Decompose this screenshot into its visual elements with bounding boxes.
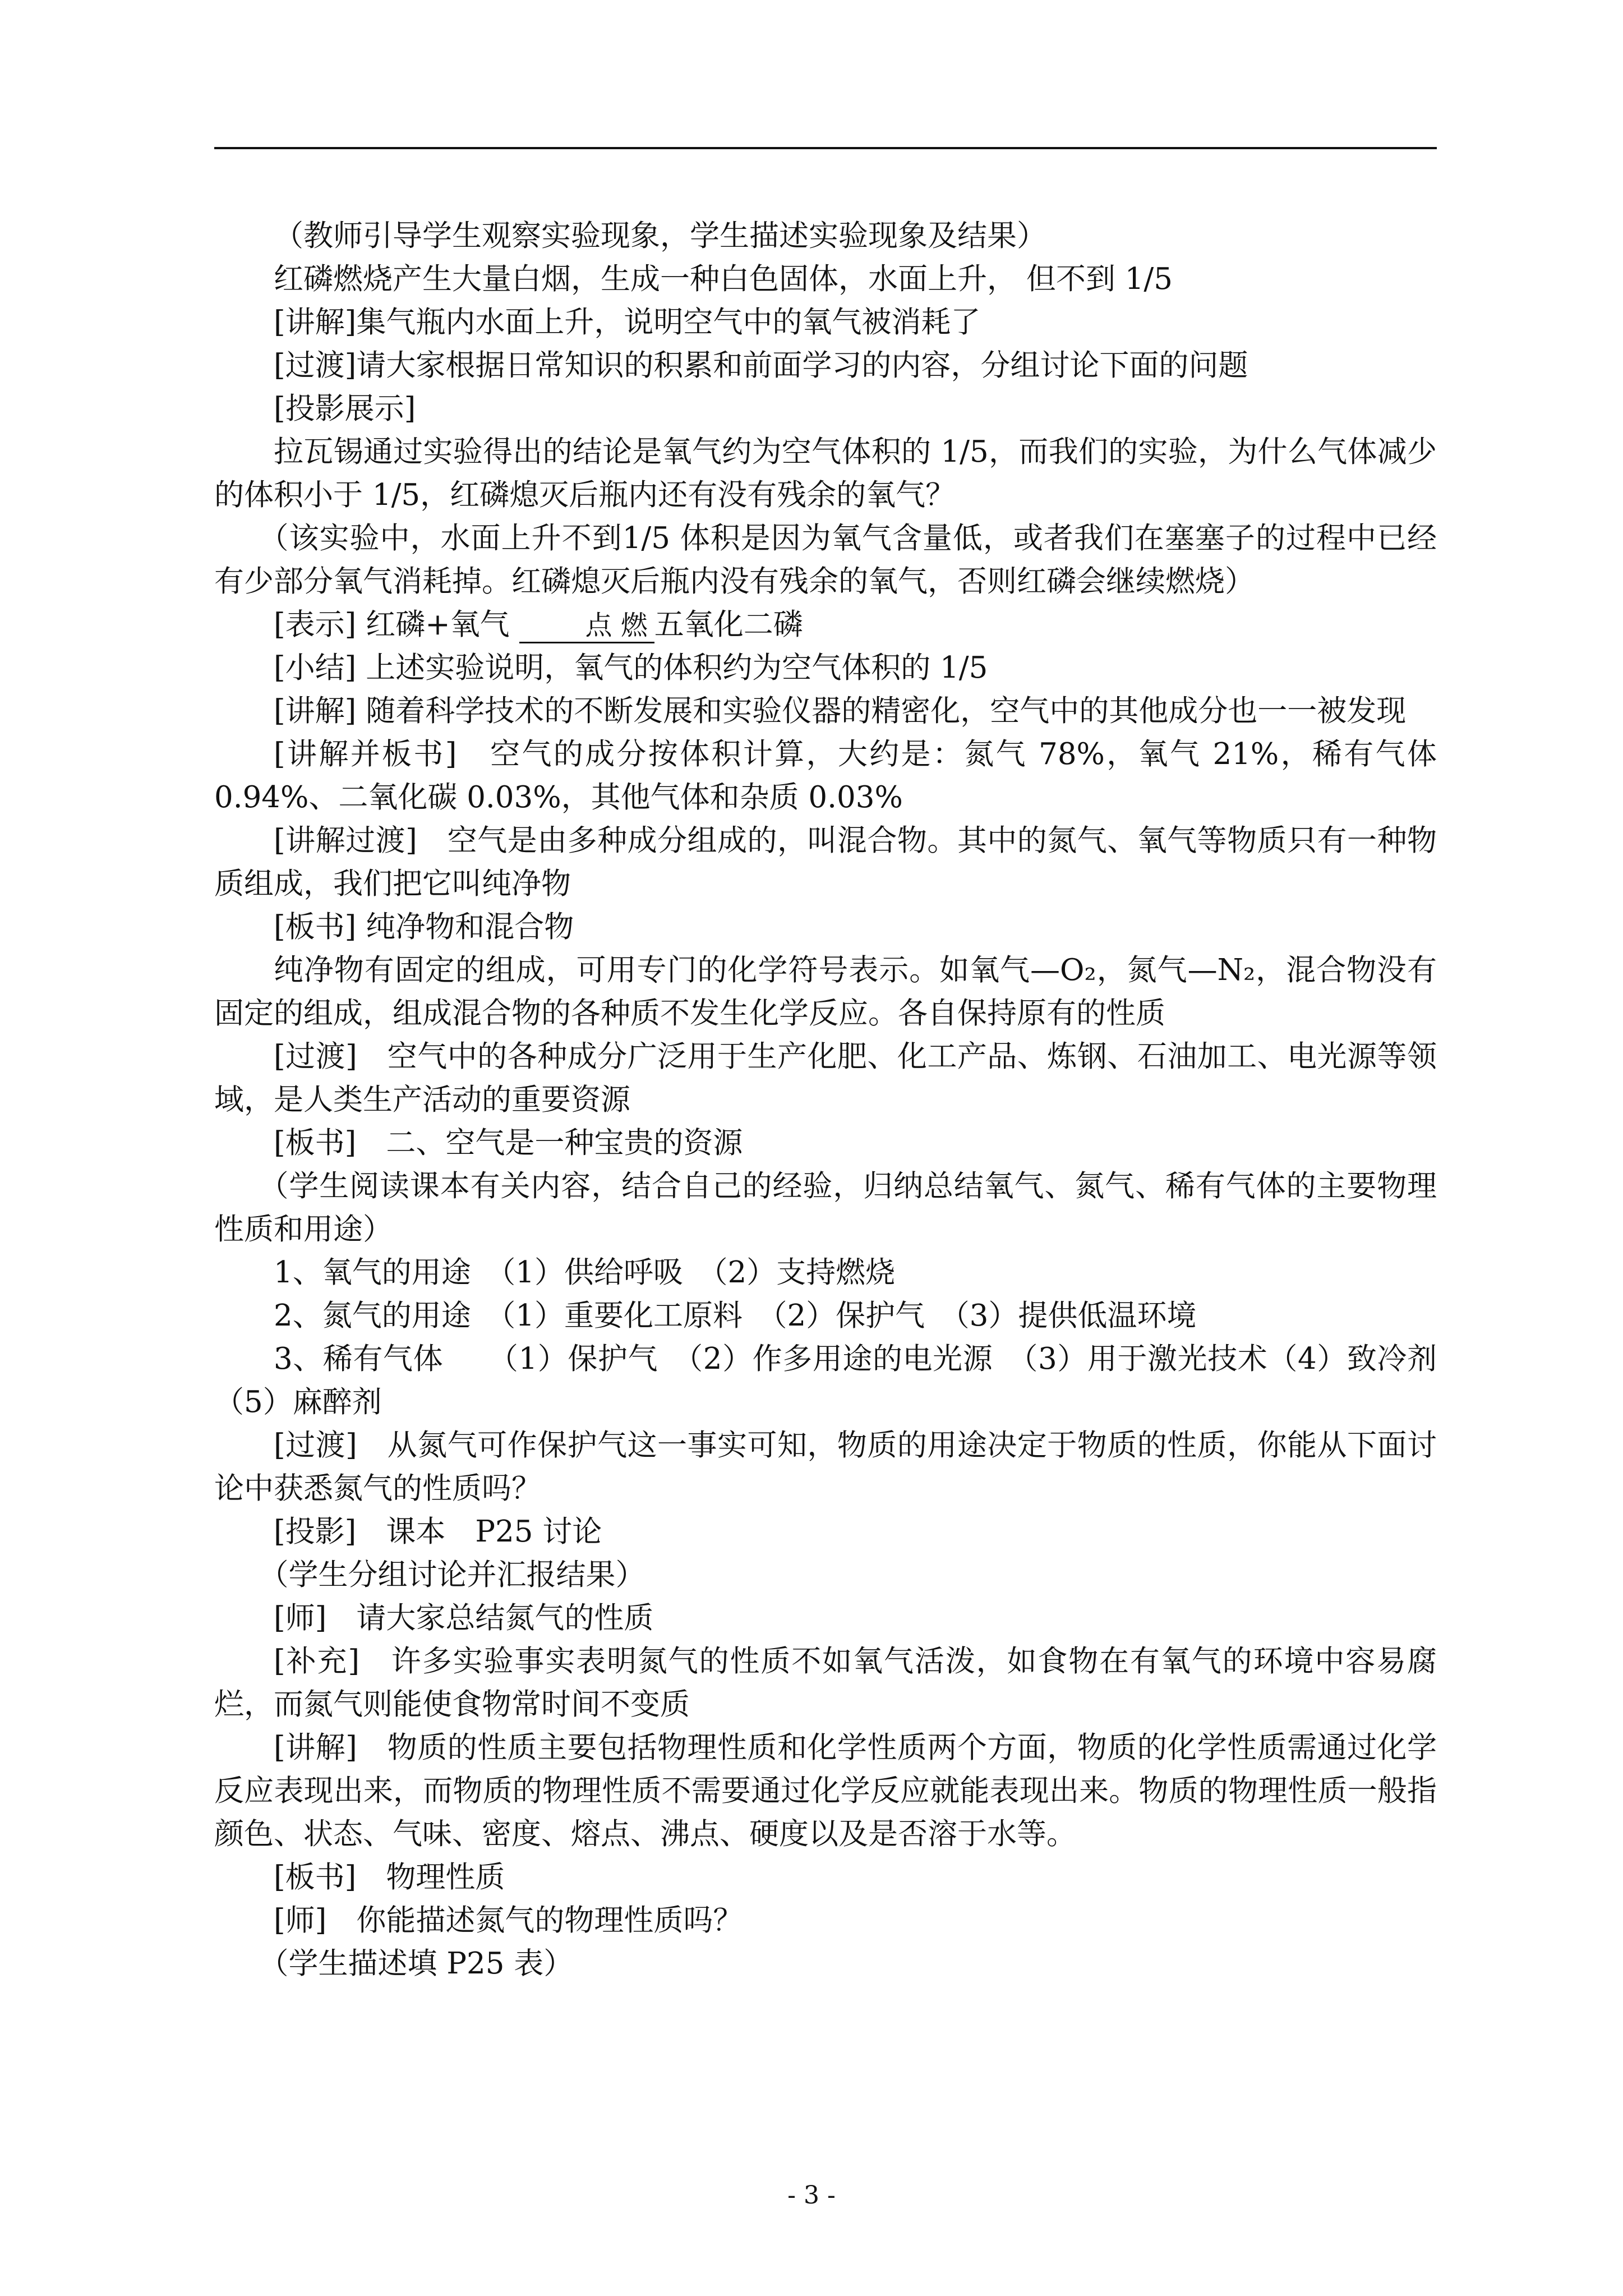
page-number: - 3 - [787, 2181, 836, 2210]
paragraph-board-pure-mixture: [板书] 纯净物和混合物 [274, 910, 574, 944]
paragraph-explain-water: [讲解]集气瓶内水面上升，说明空气中的氧气被消耗了 [274, 305, 981, 339]
paragraph-explain-properties: [讲解] 物质的性质主要包括物理性质和化学性质两个方面，物质的化学性质需通过化学反应表现出来，而物质的物理性质不需要通过化学反应就能表现出来。物质的物理性质一般指颜色、状态、气味、密度、熔点、沸点、硬度以及是否溶于水等。 [214, 1731, 1437, 1851]
paragraph-mixture: [讲解过渡] 空气是由多种成分组成的，叫混合物。其中的氮气、氧气等物质只有一种物质组成，我们把它叫纯净物 [214, 823, 1437, 901]
equation-label: [表示] [274, 608, 357, 642]
list-item-noble-gas-uses: 3、稀有气体 （1）保护气 （2）作多用途的电光源 （3）用于激光技术（4）致冷剂 （5）麻醉剂 [214, 1342, 1467, 1419]
paragraph-supplement: [补充] 许多实验事实表明氮气的性质不如氧气活泼，如食物在有氧气的环境中容易腐烂，而氮气则能使食物常时间不变质 [214, 1644, 1437, 1722]
reaction-equation [214, 603, 1437, 646]
paragraph-lavoisier-question: 拉瓦锡通过实验得出的结论是氧气约为空气体积的 1/5，而我们的实验，为什么气体减少的体积小于 1/5，红磷熄灭后瓶内还有没有残余的氧气？ [214, 435, 1437, 512]
paragraph-student-table: （学生描述填 P25 表） [259, 1947, 574, 1981]
paragraph-transition-properties: [过渡] 从氮气可作保护气这一事实可知，物质的用途决定于物质的性质，你能从下面讨论中获悉氮气的性质吗？ [214, 1428, 1437, 1506]
equation-reactants: 红磷+氧气 [366, 608, 510, 642]
list-item-oxygen-uses: 1、氧气的用途 （1）供给呼吸 （2）支持燃烧 [274, 1255, 896, 1290]
paragraph-phenomenon: 红磷燃烧产生大量白烟，生成一种白色固体，水面上升， 但不到 1/5 [274, 262, 1173, 296]
paragraph-board-resource: [板书] 二、空气是一种宝贵的资源 [274, 1126, 743, 1160]
paragraph-observation: （教师引导学生观察实验现象，学生描述实验现象及结果） [274, 219, 1046, 253]
paragraph-summary: [小结] 上述实验说明，氧气的体积约为空气体积的 1/5 [274, 651, 988, 685]
paragraph-projection-textbook: [投影] 课本 P25 讨论 [274, 1515, 602, 1549]
paragraph-air-composition: [讲解并板书] 空气的成分按体积计算，大约是：氮气 78%，氧气 21%，稀有气体 0.94%、二氧化碳 0.03%，其他气体和杂质 0.03% [214, 737, 1437, 815]
paragraph-projection: [投影展示] [274, 392, 416, 426]
paragraph-explain-discovery: [讲解] 随着科学技术的不断发展和实验仪器的精密化，空气中的其他成分也一一被发现 [274, 694, 1407, 728]
paragraph-transition-uses: [过渡] 空气中的各种成分广泛用于生产化肥、化工产品、炼钢、石油加工、电光源等领域，是人类生产活动的重要资源 [214, 1039, 1437, 1117]
equation-condition: 点 燃 [519, 609, 654, 643]
equation-product: 五氧化二磷 [654, 608, 803, 642]
document-body [214, 214, 1467, 1985]
paragraph-group-discussion: （学生分组讨论并汇报结果） [259, 1558, 645, 1592]
list-item-nitrogen-uses: 2、氮气的用途 （1）重要化工原料 （2）保护气 （3）提供低温环境 [274, 1299, 1197, 1333]
paragraph-student-reading: （学生阅读课本有关内容，结合自己的经验，归纳总结氧气、氮气、稀有气体的主要物理性质和用途） [214, 1169, 1437, 1246]
paragraph-teacher-summary: [师] 请大家总结氮气的性质 [274, 1601, 654, 1635]
paragraph-teacher-question: [师] 你能描述氮气的物理性质吗？ [274, 1903, 743, 1938]
paragraph-answer: （该实验中，水面上升不到1/5 体积是因为氧气含量低，或者我们在塞塞子的过程中已经有少部分氧气消耗掉。红磷熄灭后瓶内没有残余的氧气，否则红磷会继续燃烧） [214, 521, 1437, 599]
paragraph-transition-discuss: [过渡]请大家根据日常知识的积累和前面学习的内容，分组讨论下面的问题 [274, 348, 1248, 383]
paragraph-pure-substance: 纯净物有固定的组成，可用专门的化学符号表示。如氧气—O₂，氮气—N₂，混合物没有固定的组成，组成混合物的各种质不发生化学反应。各自保持原有的性质 [214, 953, 1437, 1030]
paragraph-board-physical: [板书] 物理性质 [274, 1860, 505, 1894]
header-rule [214, 147, 1437, 149]
